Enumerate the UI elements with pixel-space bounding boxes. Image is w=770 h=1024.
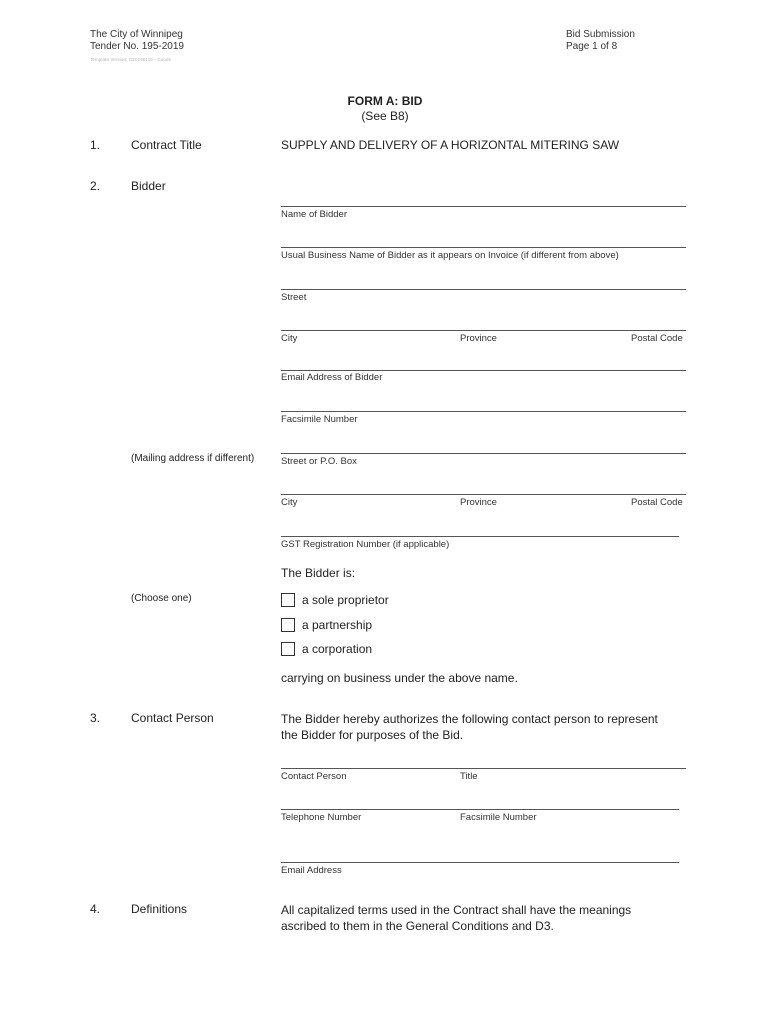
contact-email-caption: Email Address [281, 865, 342, 876]
email-field[interactable] [281, 370, 686, 371]
contact-person-paragraph [281, 711, 686, 743]
template-version: Template Version: G20190115 - Goods [90, 57, 171, 62]
contact-person-caption: Contact Person [281, 771, 347, 782]
partnership-checkbox[interactable] [281, 618, 295, 632]
street-caption: Street [281, 292, 307, 303]
facsimile-field[interactable] [281, 411, 686, 412]
street-field[interactable] [281, 289, 686, 290]
header-bid-submission: Bid Submission [566, 29, 635, 40]
choose-one-note: (Choose one) [131, 593, 192, 604]
contact-person-text-line1: The Bidder hereby authorizes the following contact person to represent [281, 712, 658, 726]
definitions-text-line1: All capitalized terms used in the Contract shall have the meanings [281, 903, 632, 917]
email-caption: Email Address of Bidder [281, 372, 383, 383]
section-3-label: Contact Person [131, 711, 214, 725]
gst-caption: GST Registration Number (if applicable) [281, 539, 450, 550]
corporation-checkbox[interactable] [281, 642, 295, 656]
mailing-province-caption: Province [460, 497, 497, 508]
street-po-caption: Street or P.O. Box [281, 456, 357, 467]
city-caption: City [281, 333, 298, 344]
title-caption: Title [460, 771, 478, 782]
section-1-label: Contract Title [131, 138, 202, 152]
mailing-city-province-postal-field[interactable] [281, 494, 686, 495]
street-po-field[interactable] [281, 453, 686, 454]
section-3-number: 3. [90, 711, 101, 725]
contact-email-field[interactable] [281, 862, 679, 863]
section-4-number: 4. [90, 902, 101, 916]
telephone-facsimile-field[interactable] [281, 809, 679, 810]
definitions-text-line2: ascribed to them in the General Conditions and D3. [281, 919, 554, 933]
section-1-number: 1. [90, 138, 101, 152]
usual-business-name-field[interactable] [281, 247, 686, 248]
telephone-caption: Telephone Number [281, 812, 362, 823]
city-province-postal-field[interactable] [281, 330, 686, 331]
name-of-bidder-caption: Name of Bidder [281, 209, 348, 220]
sole-proprietor-label: a sole proprietor [302, 593, 389, 607]
definitions-paragraph [281, 902, 686, 934]
header-page-number: Page 1 of 8 [566, 41, 618, 52]
postal-code-caption: Postal Code [631, 333, 683, 344]
usual-business-name-caption: Usual Business Name of Bidder as it appears on Invoice (if different from above) [281, 250, 619, 261]
section-2-label: Bidder [131, 179, 166, 193]
facsimile-caption: Facsimile Number [281, 414, 358, 425]
province-caption: Province [460, 333, 497, 344]
contract-title-value: SUPPLY AND DELIVERY OF A HORIZONTAL MITERING SAW [281, 138, 620, 152]
mailing-address-note: (Mailing address if different) [131, 453, 255, 464]
header-city: The City of Winnipeg [90, 29, 183, 40]
form-title: FORM A: BID [347, 94, 423, 108]
header-tender-number: Tender No. 195-2019 [90, 41, 184, 52]
contact-person-title-field[interactable] [281, 768, 686, 769]
name-of-bidder-field[interactable] [281, 206, 686, 207]
section-4-label: Definitions [131, 902, 188, 916]
form-subtitle: (See B8) [361, 109, 409, 123]
partnership-label: a partnership [302, 618, 373, 632]
corporation-label: a corporation [302, 642, 373, 656]
section-2-number: 2. [90, 179, 101, 193]
mailing-city-caption: City [281, 497, 298, 508]
carrying-on-business-text: carrying on business under the above name. [281, 671, 518, 685]
bidder-is-label: The Bidder is: [281, 566, 356, 580]
gst-field[interactable] [281, 536, 679, 537]
mailing-postal-code-caption: Postal Code [631, 497, 683, 508]
contact-facsimile-caption: Facsimile Number [460, 812, 537, 823]
sole-proprietor-checkbox[interactable] [281, 593, 295, 607]
contact-person-text-line2: the Bidder for purposes of the Bid. [281, 728, 464, 742]
